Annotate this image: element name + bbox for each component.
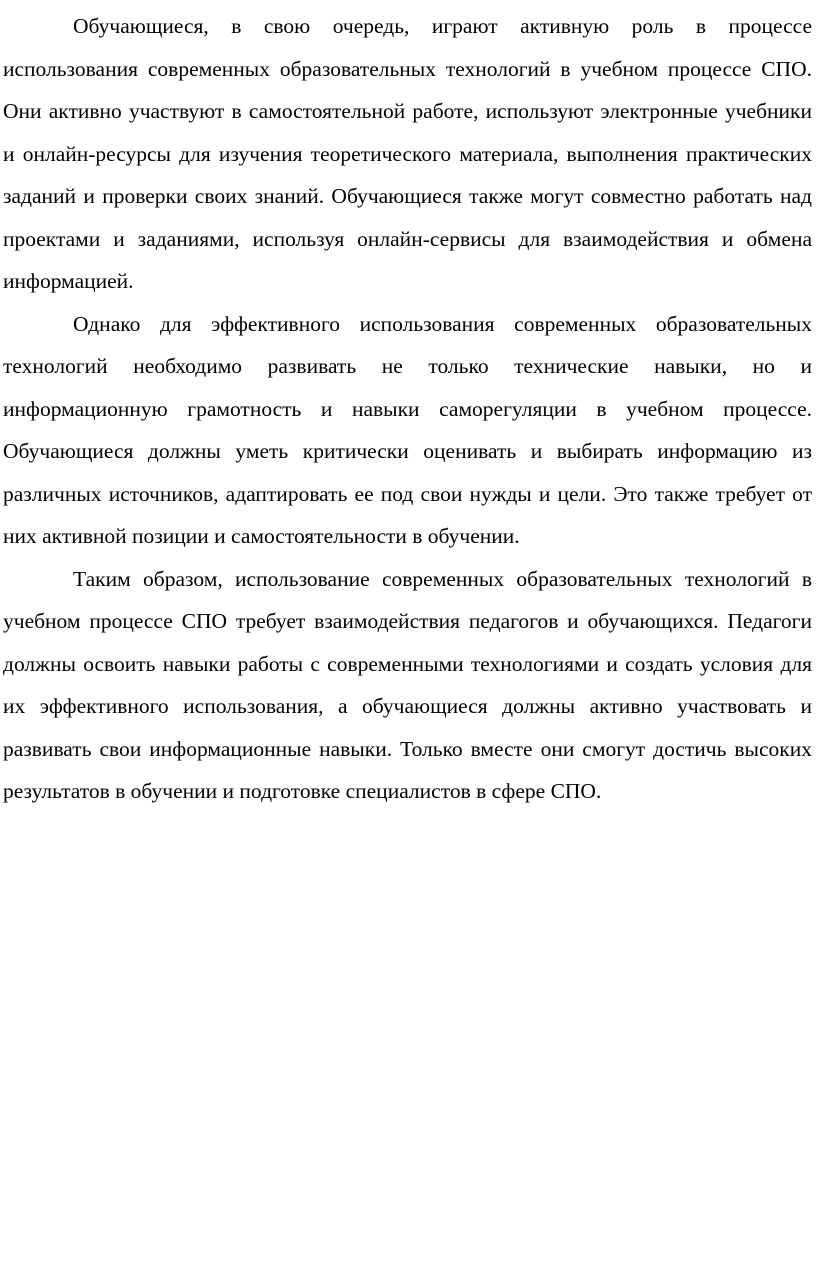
paragraph-conclusion: Таким образом, использование современных образовательных технологий в учебном процессе СПО требует взаимодействия педагогов и обучающихся. Педагоги должны освоить навыки работы с современными технологиями и создать условия для их эффективного использования, а обучающиеся должны активно участвовать и развивать свои информационные навыки. Только вместе они смогут достичь высоких результатов в обучении и подготовке специалистов в сфере СПО. (3, 566, 812, 803)
paragraph-students-role: Обучающиеся, в свою очередь, играют активную роль в процессе использования современных образовательных технологий в учебном процессе СПО. Они активно участвуют в самостоятельной работе, используют электронные учебники и онлайн-ресурсы для изучения теоретического материала, выполнения практических заданий и проверки своих знаний. Обучающиеся также могут совместно работать над проектами и заданиями, используя онлайн-сервисы для взаимодействия и обмена информацией. (3, 14, 812, 293)
paragraph-information-literacy: Однако для эффективного использования современных образовательных технологий необходимо развивать не только технические навыки, но и информационную грамотность и навыки саморегуляции в учебном процессе. Обучающиеся должны уметь критически оценивать и выбирать информацию из различных источников, адаптировать ее под свои нужды и цели. Это также требует от них активной позиции и самостоятельности в обучении. (3, 311, 812, 548)
document-body (3, 5, 812, 813)
